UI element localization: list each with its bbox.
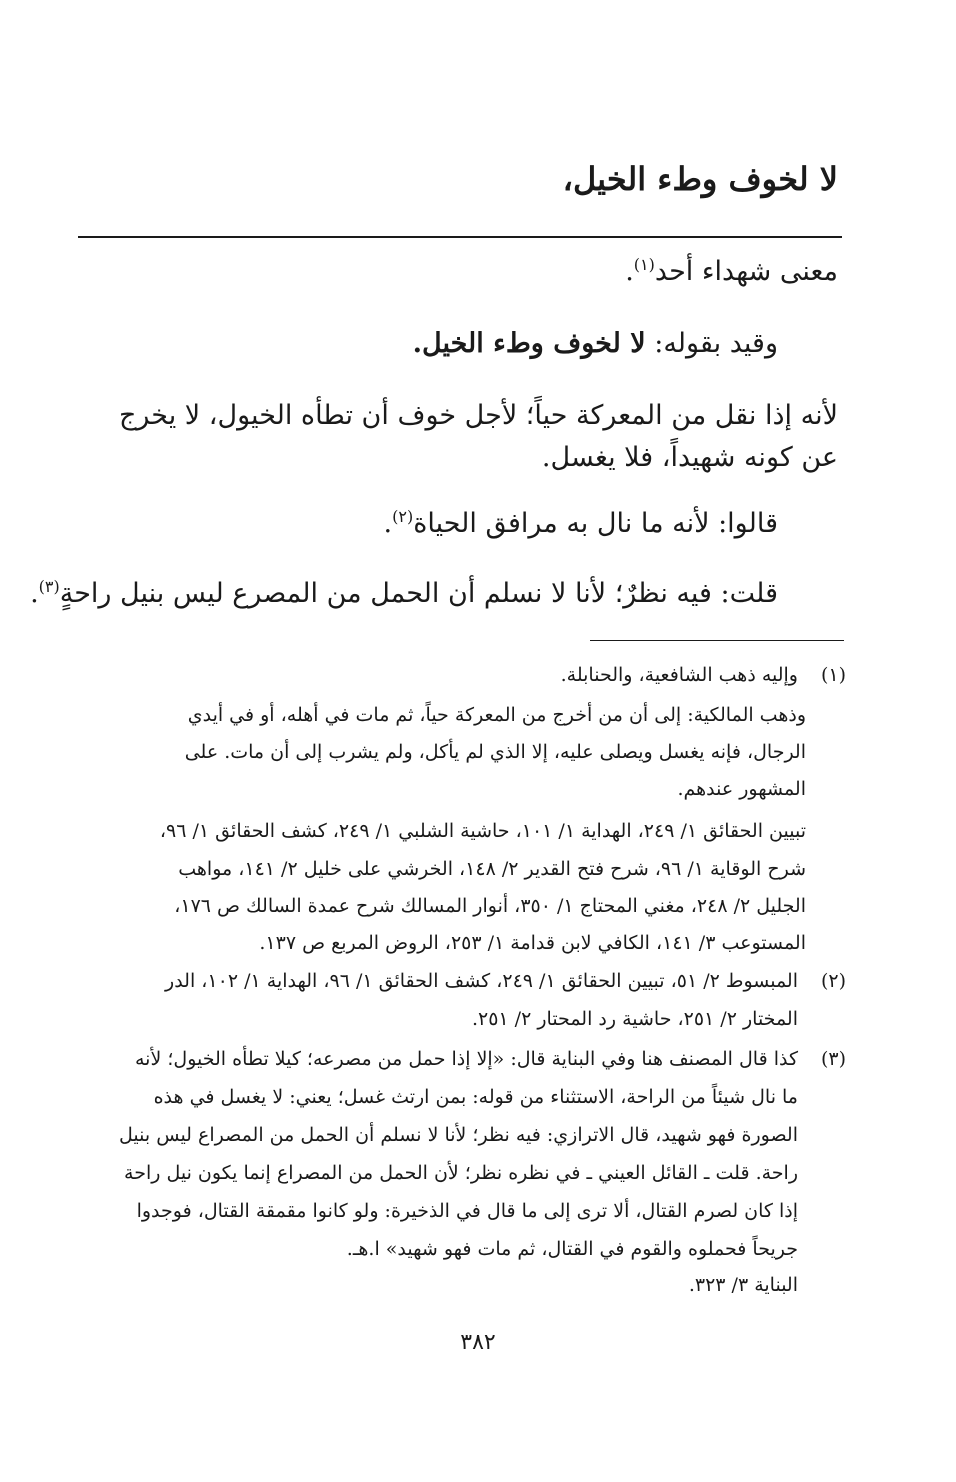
running-header-title: لا لخوف وطء الخيل، xyxy=(562,160,838,198)
footnote-divider xyxy=(590,640,844,641)
main-text-line-5 xyxy=(384,508,778,539)
main-text-line-2-prefix: وقيد بقوله: xyxy=(645,328,778,359)
footnote-3-line: إذا كان لصرم القتال، ألا ترى إلى ما قال في الذخيرة: ولو كانوا مقمقة القتال، فوجدوا xyxy=(136,1200,798,1222)
footnote-1-line: الجليل ٢/ ٢٤٨، مغني المحتاج ١/ ٣٥٠، أنوار المسالك شرح عمدة السالك ص ١٧٦، xyxy=(174,895,806,917)
footnote-3-line: الصورة فهو شهيد، قال الاترازي: فيه نظر؛ لأنا لا نسلم أن الحمل من المصراع ليس بنيل xyxy=(119,1124,798,1146)
main-text-line-2 xyxy=(413,328,778,359)
main-text-line-5-end: . xyxy=(383,508,393,539)
main-text-line-3: لأنه إذا نقل من المعركة حياً؛ لأجل خوف أن تطأه الخيول، لا يخرج xyxy=(118,400,838,431)
footnote-3-line: راحة. قلت ـ القائل العيني ـ في نظره نظر؛ لأن الحمل من المصراع إنما يكون نيل راحة xyxy=(124,1162,798,1184)
footnote-ref-2[interactable]: (٢) xyxy=(392,507,414,526)
footnote-3-number: (٣) xyxy=(820,1048,846,1070)
footnote-ref-3[interactable]: (٣) xyxy=(38,577,60,596)
main-text-line-1-text: معنى شهداء أحد xyxy=(654,256,838,287)
footnote-3-line: البناية ٣/ ٣٢٣. xyxy=(688,1274,798,1296)
footnote-1-line: الرجال، فإنه يغسل ويصلى عليه، إلا الذي لم يأكل، ولم يشرب إلى أن مات. على xyxy=(184,741,806,763)
footnote-1-line: المستوعب ٣/ ١٤١، الكافي لابن قدامة ١/ ٢٥٣، الروض المربع ص ١٣٧. xyxy=(259,932,806,954)
main-text-line-1 xyxy=(625,256,838,287)
footnote-1-line: المشهور عندهم. xyxy=(677,778,806,800)
footnote-2-line: المبسوط ٢/ ٥١، تبيين الحقائق ١/ ٢٤٩، كشف الحقائق ١/ ٩٦، الهداية ١/ ١٠٢، الدر xyxy=(165,970,798,992)
main-text-line-6-end: . xyxy=(30,578,39,609)
main-text-line-1-end: . xyxy=(625,256,634,287)
footnote-1-line: وذهب المالكية: إلى أن من أخرج من المعركة حياً، ثم مات في أهله، أو في أيدي xyxy=(187,704,806,726)
footnote-2-number: (٢) xyxy=(820,970,846,992)
footnote-1-line: شرح الوقاية ١/ ٩٦، شرح فتح القدير ٢/ ١٤٨، الخرشي على خليل ٢/ ١٤١، مواهب xyxy=(178,858,806,880)
matn-quote: لا لخوف وطء الخيل. xyxy=(412,328,646,359)
footnote-1-line: تبيين الحقائق ١/ ٢٤٩، الهداية ١/ ١٠١، حاشية الشلبي ١/ ٢٤٩، كشف الحقائق ١/ ٩٦، xyxy=(159,820,806,842)
page-number: ٣٨٢ xyxy=(460,1330,496,1355)
footnote-ref-1[interactable]: (١) xyxy=(633,255,655,274)
footnote-1-number: (١) xyxy=(820,664,846,686)
footnote-3-line: جريحاً فحملوه والقوم في القتال، ثم مات فهو شهيد» ا.هـ. xyxy=(346,1238,798,1260)
header-divider xyxy=(78,236,842,238)
main-text-line-5-text: قالوا: لأنه ما نال به مرافق الحياة xyxy=(413,508,778,539)
footnote-1-line: وإليه ذهب الشافعية، والحنابلة. xyxy=(560,664,798,686)
footnote-3-line: كذا قال المصنف هنا وفي البناية قال: «إلا إذا حمل من مصرعه؛ كيلا تطأه الخيول؛ لأنه xyxy=(135,1048,798,1070)
main-text-line-6 xyxy=(30,578,778,609)
main-text-line-6-text: قلت: فيه نظرٌ؛ لأنا لا نسلم أن الحمل من المصرع ليس بنيل راحةٍ xyxy=(59,578,778,609)
footnote-3-line: ما نال شيئاً من الراحة، الاستثناء من قوله: بمن ارتث غسل؛ يعني: لا يغسل في هذه xyxy=(153,1086,798,1108)
main-text-line-4: عن كونه شهيداً، فلا يغسل. xyxy=(541,442,838,473)
footnote-2-line: المختار ٢/ ٢٥١، حاشية رد المحتار ٢/ ٢٥١. xyxy=(471,1008,798,1030)
